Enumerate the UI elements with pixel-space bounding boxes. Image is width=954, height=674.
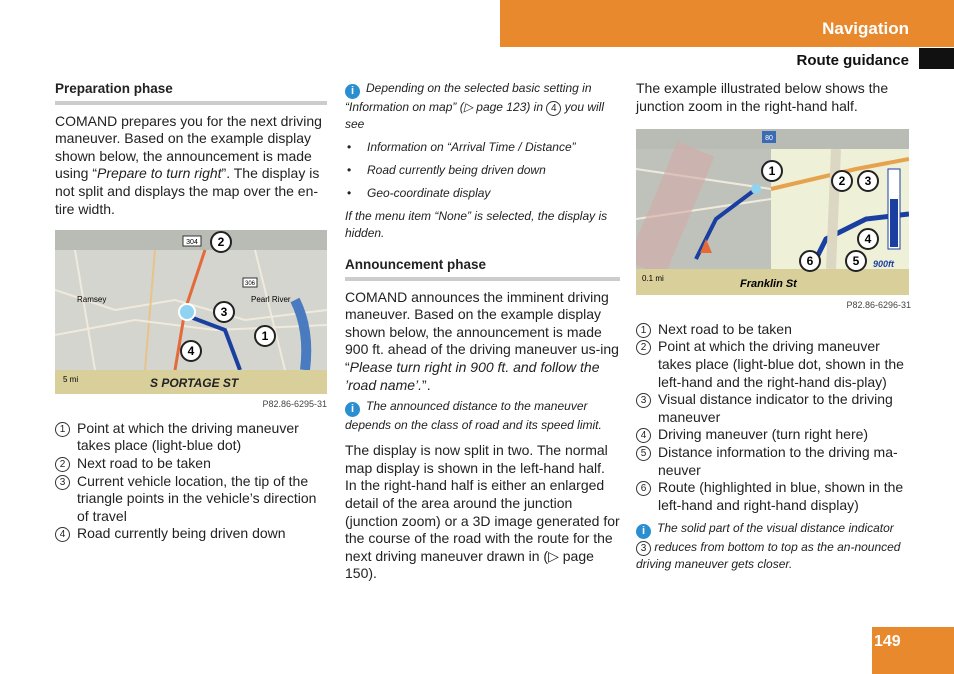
legend-item: 5 Distance information to the driving ma-neuver [636,444,911,479]
callout-3: 3 [220,305,228,320]
column-2 [345,80,620,583]
junction-legend [636,321,911,515]
legend-item: 1 Next road to be taken [636,321,911,339]
legend-item: 4 Road currently being driven down [55,525,327,543]
announcement-paragraph: COMAND announces the imminent driving maneuver. Based on the example display shown below, the announcement is made 900 ft. ahead of the driving maneuver us-ing “Please turn right in 900 ft. and follow the ’road name’.”. [345,288,619,393]
junction-map [636,129,909,295]
legend-item: 3 Visual distance indicator to the driving maneuver [636,391,911,426]
legend-item: 3 Current vehicle location, the tip of the triangle points in the vehicle’s direction of travel [55,473,327,526]
section-title: Navigation [822,19,909,38]
map-street-name: S PORTAGE ST [150,376,239,391]
info-icon: i [345,402,360,417]
callout-1: 1 [261,329,269,344]
preparation-heading: Preparation phase [55,80,327,105]
callout-2: 2 [217,235,225,250]
info-note-1: i Depending on the selected basic setting in “Information on map” (▷ page 123) in 4 you will see [345,81,605,131]
callout-2: 2 [838,174,846,189]
preparation-map [55,230,327,394]
callout-6: 6 [806,254,814,269]
legend-item: 4 Driving maneuver (turn right here) [636,426,911,444]
callout-3: 3 [864,174,872,189]
callout-4: 4 [187,344,195,359]
figure-caption: P82.86-6296-31 [846,300,911,311]
legend-item: 2 Point at which the driving maneuver takes place (light-blue dot, shown in the left-hand and the right-hand dis-play) [636,338,911,391]
info-note-2: i The announced distance to the maneuver depends on the class of road and its speed limit. [345,399,602,433]
subsection-title: Route guidance [796,52,909,69]
bullet-item: • Road currently being driven down [345,162,620,179]
legend-item: 6 Route (highlighted in blue, shown in the left-hand and right-hand display) [636,479,911,514]
map-street-name: Franklin St [740,278,797,291]
column-3 [636,80,911,573]
preparation-map-figure [55,230,327,394]
page-number: 149 [874,633,901,650]
preparation-paragraph: COMAND prepares you for the next driving maneuver. Based on the example display shown below, the announcement is made using “Prepare to turn right”. The display is not split and displays the map over the en-tire width. [55,112,322,217]
figure-caption: P82.86-6295-31 [262,399,327,410]
map-distance: 900ft [873,259,895,270]
shield-label: 306 [244,281,256,288]
legend-item: 2 Next road to be taken [55,455,327,473]
info-icon: i [345,84,360,99]
shield-label: 80 [765,135,773,143]
shield-label: 304 [186,239,198,247]
hidden-note: If the menu item “None” is selected, the display is hidden. [345,209,608,240]
callout-5: 5 [852,254,860,269]
bullet-item: • Geo-coordinate display [345,185,620,202]
map-place-label: Pearl River [251,295,291,305]
preparation-legend [55,420,327,543]
announcement-heading: Announcement phase [345,256,620,281]
legend-item: 1 Point at which the driving maneuver takes place (light-blue dot) [55,420,327,455]
bullet-item: • Information on “Arrival Time / Distance” [345,139,620,156]
callout-4: 4 [864,232,872,247]
callout-1: 1 [768,164,776,179]
junction-map-figure [636,129,909,295]
column-1 [55,80,327,543]
map-scale: 5 mi [63,375,79,385]
info-icon: i [636,524,651,539]
split-display-paragraph: The display is now split in two. The normal map display is shown in the left-hand half. In the right-hand half is either an enlarged detail of the area around the junction (junction zoom) or a 3D image generated for the course of the road with the route for the next driving maneuver drawn in (▷ page 150). [345,442,620,582]
map-place-label: Ramsey [77,295,107,305]
map-scale: 0.1 mi [642,274,664,284]
junction-intro: The example illustrated below shows the junction zoom in the right-hand half. [636,80,889,114]
subsection-marker [919,48,954,69]
info-note-3: i The solid part of the visual distance indicator 3 reduces from bottom to top as the an-nounced driving maneuver gets closer. [636,521,901,572]
